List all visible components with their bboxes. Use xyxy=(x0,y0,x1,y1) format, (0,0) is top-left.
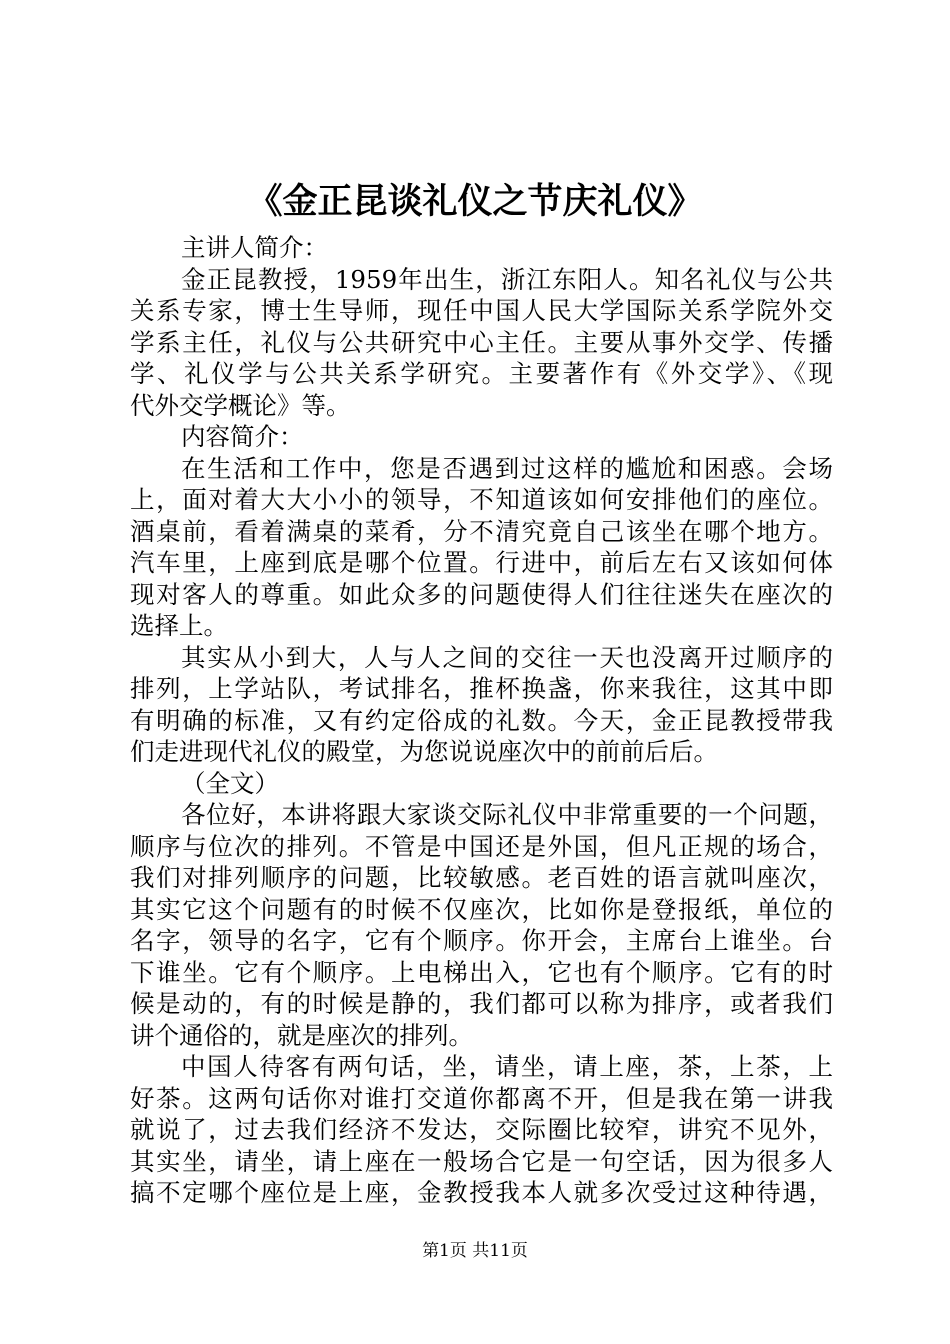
text-line: 各位好，本讲将跟大家谈交际礼仪中非常重要的一个问题， xyxy=(181,800,833,829)
text-line: 顺序与位次的排列。不管是中国还是外国，但凡正规的场合， xyxy=(130,831,833,861)
text-line: 就说了，过去我们经济不发达，交际圈比较窄，讲究不见外， xyxy=(130,1115,833,1144)
text-line: 上，面对着大大小小的领导，不知道该如何安排他们的座位。 xyxy=(130,485,833,514)
text-line: 们走进现代礼仪的殿堂，为您说说座次中的前前后后。 xyxy=(130,737,718,766)
text-line: 学系主任，礼仪与公共研究中心主任。主要从事外交学、传播 xyxy=(130,327,833,357)
text-line: 酒桌前，看着满桌的菜肴，分不清究竟自己该坐在哪个地方。 xyxy=(130,516,833,546)
text-line: 好茶。这两句话你对谁打交道你都离不开，但是我在第一讲我 xyxy=(130,1083,833,1113)
document-body xyxy=(130,232,833,1209)
text-line: 其实坐，请坐，请上座在一般场合它是一句空话，因为很多人 xyxy=(130,1146,833,1176)
text-line: 下谁坐。它有个顺序。上电梯出入，它也有个顺序。它有的时 xyxy=(130,957,833,987)
text-line: 其实从小到大，人与人之间的交往一天也没离开过顺序的 xyxy=(181,642,833,672)
text-line: 搞不定哪个座位是上座，金教授我本人就多次受过这种待遇， xyxy=(130,1178,833,1207)
page-footer: 第1页 共11页 xyxy=(422,1241,528,1261)
text-line: 主讲人简介： xyxy=(181,233,328,262)
text-line: 关系专家，博士生导师，现任中国人民大学国际关系学院外交 xyxy=(130,296,833,325)
text-line: 讲个通俗的，就是座次的排列。 xyxy=(130,1020,473,1050)
text-line: 内容简介： xyxy=(181,422,304,451)
text-line: 有明确的标准，又有约定俗成的礼数。今天，金正昆教授带我 xyxy=(130,705,833,735)
text-line: 其实它这个问题有的时候不仅座次，比如你是登报纸，单位的 xyxy=(130,894,833,924)
text-line: 我们对排列顺序的问题，比较敏感。老百姓的语言就叫座次， xyxy=(130,863,833,892)
text-line: 选择上。 xyxy=(130,611,228,640)
document-title: 《金正昆谈礼仪之节庆礼仪》 xyxy=(247,181,703,222)
text-line: 名字，领导的名字，它有个顺序。你开会，主席台上谁坐。台 xyxy=(130,926,833,955)
text-line: 中国人待客有两句话，坐，请坐，请上座，茶，上茶，上 xyxy=(181,1052,833,1081)
text-line: 金正昆教授，1959年出生，浙江东阳人。知名礼仪与公共 xyxy=(181,264,833,294)
text-line: 在生活和工作中，您是否遇到过这样的尴尬和困惑。会场 xyxy=(181,453,833,483)
text-line: 汽车里，上座到底是哪个位置。行进中，前后左右又该如何体 xyxy=(130,548,833,577)
text-line: （全文） xyxy=(181,768,279,798)
text-line: 代外交学概论》等。 xyxy=(130,390,351,420)
text-line: 学、礼仪学与公共关系学研究。主要著作有《外交学》、《现 xyxy=(130,359,833,388)
text-line: 候是动的，有的时候是静的，我们都可以称为排序，或者我们 xyxy=(130,989,833,1018)
text-line: 排列，上学站队，考试排名，推杯换盏，你来我往，这其中即 xyxy=(130,674,833,703)
text-line: 现对客人的尊重。如此众多的问题使得人们往往迷失在座次的 xyxy=(130,579,833,609)
